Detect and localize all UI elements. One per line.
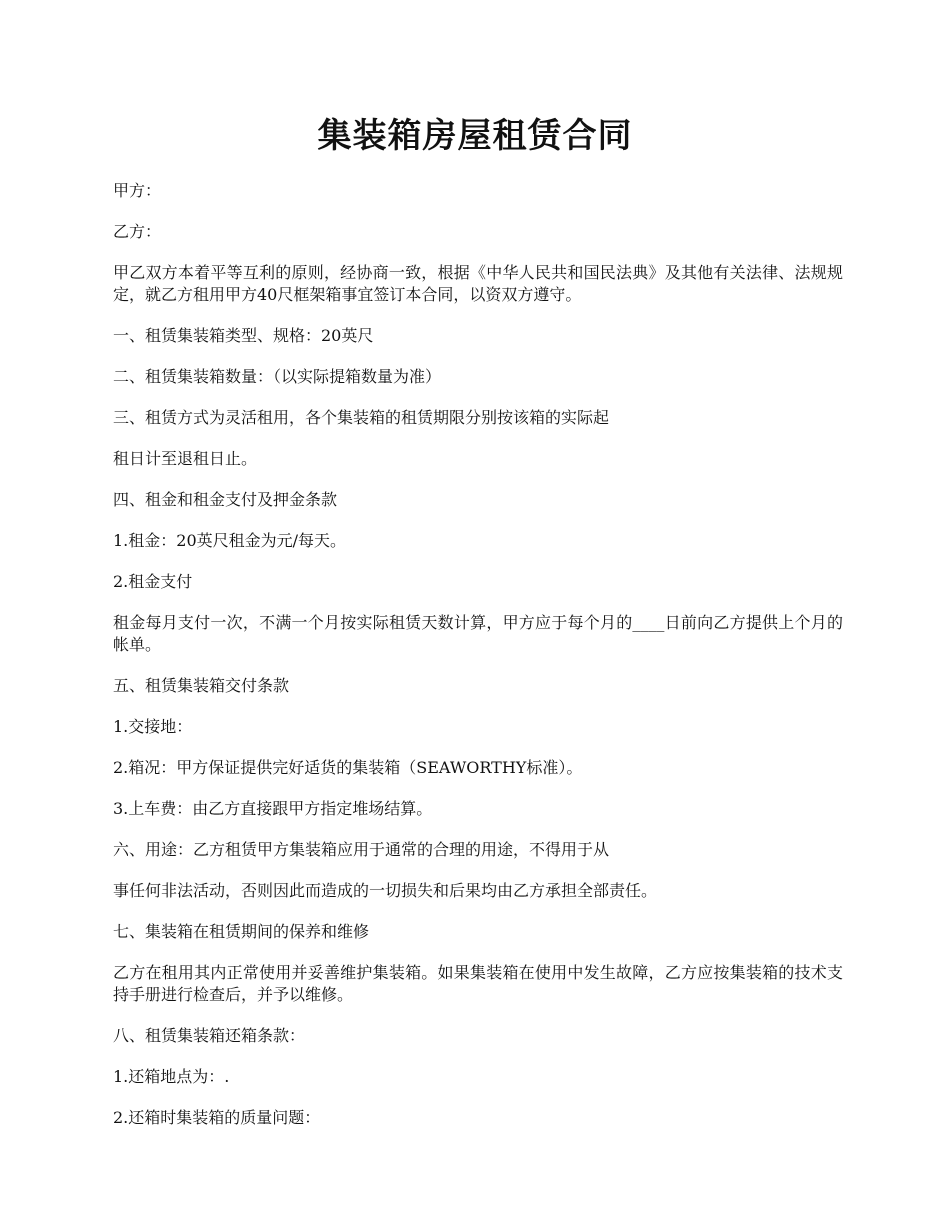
clause-3-continuation: 租日计至退租日止。 — [113, 449, 258, 468]
clause-4-heading: 四、租金和租金支付及押金条款 — [113, 490, 338, 509]
clause-5-item-1: 1.交接地： — [113, 717, 193, 736]
clause-1-heading: 一、租赁集装箱类型、规格：20英尺 — [113, 326, 374, 345]
clause-5-heading: 五、租赁集装箱交付条款 — [113, 676, 290, 695]
document-title: 集装箱房屋租赁合同 — [317, 116, 633, 156]
clause-2-heading: 二、租赁集装箱数量：（以实际提箱数量为准） — [113, 367, 442, 386]
clause-8-item-1: 1.还箱地点为：. — [113, 1067, 230, 1086]
preamble-paragraph: 甲乙双方本着平等互利的原则，经协商一致，根据《中华人民共和国民法典》及其他有关法律、法规规定，就乙方租用甲方40尺框架箱事宜签订本合同，以资双方遵守。 — [113, 263, 843, 304]
clause-8-heading: 八、租赁集装箱还箱条款： — [113, 1026, 306, 1045]
clause-4-item-1: 1.租金：20英尺租金为元/每天。 — [113, 531, 347, 550]
clause-8-item-2: 2.还箱时集装箱的质量问题： — [113, 1108, 321, 1127]
clause-4-item-2-body: 租金每月支付一次，不满一个月按实际租赁天数计算，甲方应于每个月的____日前向乙方提供上个月的帐单。 — [113, 613, 843, 654]
clause-5-item-3: 3.上车费：由乙方直接跟甲方指定堆场结算。 — [113, 799, 433, 818]
clause-4-item-2: 2.租金支付 — [113, 572, 193, 591]
clause-3-heading: 三、租赁方式为灵活租用，各个集装箱的租赁期限分别按该箱的实际起 — [113, 408, 610, 427]
clause-7-body: 乙方在租用其内正常使用并妥善维护集装箱。如果集装箱在使用中发生故障，乙方应按集装箱的技术支持手册进行检查后，并予以维修。 — [113, 963, 843, 1004]
party-b-line: 乙方： — [113, 222, 162, 241]
clause-6-continuation: 事任何非法活动，否则因此而造成的一切损失和后果均由乙方承担全部责任。 — [113, 881, 658, 900]
clause-6-heading: 六、用途：乙方租赁甲方集装箱应用于通常的合理的用途，不得用于从 — [113, 840, 610, 859]
document-body — [113, 180, 843, 1148]
clause-7-heading: 七、集装箱在租赁期间的保养和维修 — [113, 922, 370, 941]
party-a-line: 甲方： — [113, 181, 162, 200]
clause-5-item-2: 2.箱况：甲方保证提供完好适货的集装箱（SEAWORTHY标准）。 — [113, 758, 583, 777]
